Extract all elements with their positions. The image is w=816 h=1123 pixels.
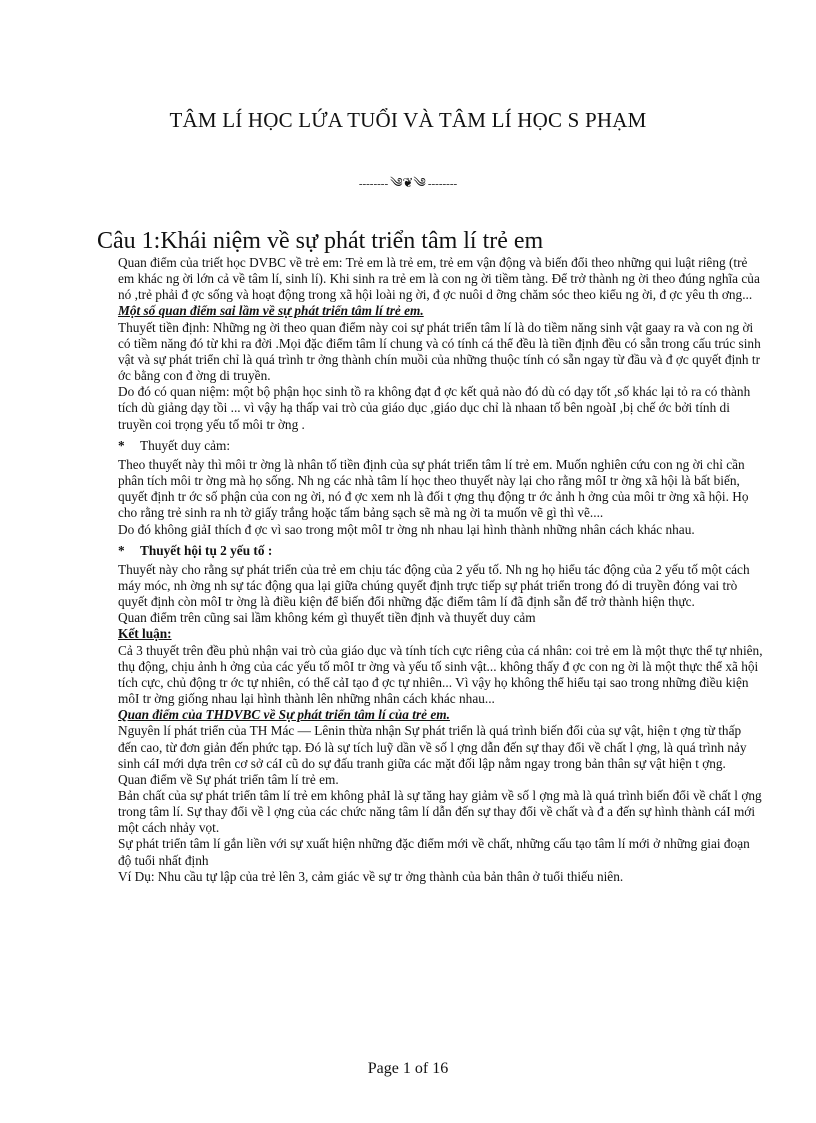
paragraph-consequence-2: Do đó không giảI thích đ ợc vì sao trong một môI tr ờng nh nhau lại hình thành những nhân cách khác nhau.	[118, 521, 695, 537]
ornament-dashes-left: --------	[358, 178, 389, 190]
paragraph-conclusion: Cả 3 thuyết trên đều phủ nhận vai trò của giáo dục và tính tích cực riêng của cá nhân: coi trẻ em là một thực thể tự nhiên, thụ động, chịu ảnh h ởng của các yếu tố môI tr ờng và yếu tố sinh vật... không thấy đ ợc con ng ời là một thực thể xã hội tích cực, chủ động tr ớc tự nhiên, có thể cảI tạo đ ợc tự nhiên... Vì vậy họ không thể hiểu tại sao trong những điều kiện môI tr ờng giống nhau lại hình thành lên những nhân cách khác nhau...	[118, 642, 763, 707]
paragraph-consequence-1: Do đó có quan niệm: một bộ phận học sinh tồ ra không đạt đ ợc kết quả nào đó dù có dạy tốt ,số khác lại tỏ ra có thành tích dù giảng dạy tồi ... vì vậy hạ thấp vai trò của giáo dục ,giáo dục chỉ là nhaan tố bên ngoàI ,bị chế ớc bởi tính di truyền coi trọng yếu tố môi tr ờng .	[118, 384, 751, 432]
section-heading: Câu 1:Khái niệm về sự phát triển tâm lí trẻ em	[97, 228, 544, 254]
paragraph-dialectical-principle: Nguyên lí phát triển của TH Mác — Lênin thừa nhận Sự phát triển là quá trình biến đổi của sự vật, hiện t ợng từ thấp đến cao, từ đơn giản đến phức tạp. Đó là sự tích luỹ dần về số l ợng dẫn đến sự thay đổi về chất l ợng, là quá trình nảy sinh cáI mới dựa trên cơ sở cáI cũ do sự đấu tranh giữa các mặt đối lập nằm ngay trong bản thân sự vật hiện t ợng.	[118, 723, 747, 771]
paragraph-new-traits: Sự phát triển tâm lí gắn liền với sự xuất hiện những đặc điểm mới về chất, những cấu tạo tâm lí mới ở những giai đoạn độ tuổi nhất định	[118, 836, 750, 868]
paragraph-convergence-wrong: Quan điểm trên cũng sai lầm không kém gì thuyết tiền định và thuyết duy cảm	[118, 610, 536, 626]
bullet-mark: *	[118, 542, 125, 558]
paragraph-example: Ví Dụ: Nhu cầu tự lập của trẻ lên 3, cảm giác về sự tr ởng thành của bản thân ở tuổi thiếu niên.	[118, 868, 624, 884]
page-number: Page 1 of 16	[367, 1060, 449, 1077]
bullet-convergence	[118, 543, 763, 559]
subheading-conclusion: Kết luận:	[118, 626, 172, 642]
paragraph-predestination: Thuyết tiền định: Những ng ời theo quan điểm này coi sự phát triển tâm lí là do tiềm năng sinh vật gaay ra và con ng ời có tiềm năng đó từ khi ra đời .Mọi đặc điểm tâm lí chung và có tính cá thể đều là tiền định đều có sẵn trong cấu trúc sinh vật và sự phát triển chỉ là quá trình tr ởng thành chín muồi của những thuộc tính có sẵn ngay từ đầu và đ ợc quyết định tr ớc bằng con đ ờng di truyền.	[118, 319, 761, 384]
paragraph-intro: Quan điểm của triết học DVBC về trẻ em: Trẻ em là trẻ em, trẻ em vận động và biến đổi theo những qui luật riêng (trẻ em khác ng ời lớn cả về tâm lí, sinh lí). Khi sinh ra trẻ em là con ng ời tiềm tàng. Để trở thành ng ời theo đúng nghĩa của nó ,trẻ phải đ ợc sống và hoạt động trong xã hội loài ng ời, đ ợc nuôi d ỡng chăm sóc theo kiểu ng ời, đ ợc yêu th ơng...	[118, 255, 760, 303]
bullet-mark: *	[118, 437, 125, 453]
title-ornament	[0, 168, 816, 205]
paragraph-nature: Bản chất của sự phát triển tâm lí trẻ em không phảI là sự tăng hay giảm về số l ợng mà là quá trình biến đổi về chất l ợng trong tâm lí. Sự thay đổi về l ợng của các chức năng tâm lí dẫn đến sự thay đổi về chất và đ a đến sự hình thành cáI mới một cách nhảy vọt.	[118, 788, 762, 836]
subheading-wrong-views: Một số quan điểm sai lầm về sự phát triển tâm lí trẻ em.	[118, 303, 424, 319]
subheading-dialectical-view: Quan điểm của THDVBC về Sự phát triển tâm lí của trẻ em.	[118, 707, 450, 723]
ornament-dashes-right: --------	[427, 178, 458, 190]
bullet-sensationalism	[118, 438, 763, 454]
bullet-label: Thuyết duy cảm:	[140, 437, 231, 453]
paragraph-view-label: Quan điểm về Sự phát triển tâm lí trẻ em.	[118, 771, 339, 787]
ornament-glyph: ༄❦༄	[390, 175, 426, 190]
document-body	[118, 255, 763, 885]
paragraph-sensationalism: Theo thuyết này thì môi tr ờng là nhân tố tiền định của sự phát triển tâm lí trẻ em. Muốn nghiên cứu con ng ời chỉ cần phân tích môi tr ờng mà họ sống. Nh ng các nhà tâm lí học theo thuyết này lại cho rằng môI tr ờng xã hội là bất biến, quyết định tr ớc số phận của con ng ời, nó đ ợc xem nh là đối t ợng thụ động tr ớc ảnh h ởng của môi tr ờng xã hội. Họ cho rằng trẻ sinh ra nh tờ giấy trắng hoặc tấm bảng sạch sẽ mà ng ời ta muốn vẽ gì thì vẽ....	[118, 456, 749, 521]
bullet-label: Thuyết hội tụ 2 yếu tố :	[140, 542, 273, 558]
paragraph-convergence: Thuyết này cho rằng sự phát triển của trẻ em chịu tác động của 2 yếu tố. Nh ng họ hiểu tác động của 2 yếu tố một cách máy móc, nh ờng nh sự tác động qua lại giữa chúng quyết định trực tiếp sự phát triển trong đó di truyền đóng vai trò quyết định còn môI tr ờng là điều kiện để biến đổi những đặc điểm tâm lí đã định sẵn để trở thành hiện thực.	[118, 561, 750, 610]
document-title: TÂM LÍ HỌC LỨA TUỔI VÀ TÂM LÍ HỌC S PHẠM	[169, 108, 647, 132]
